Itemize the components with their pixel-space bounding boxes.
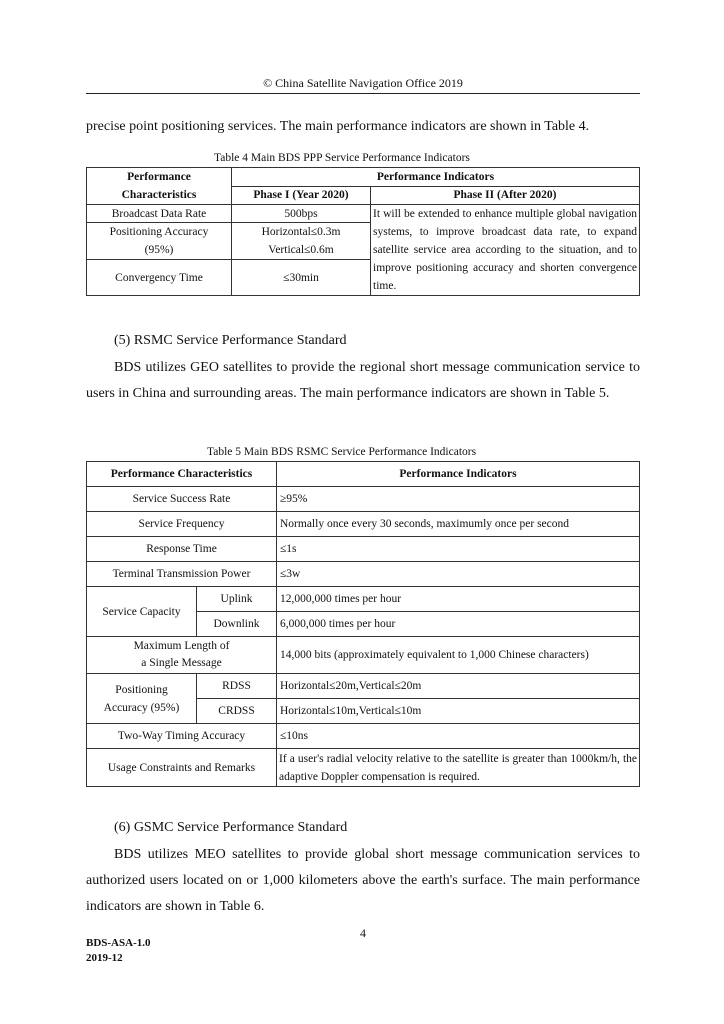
table-row (87, 205, 640, 223)
page-header: © China Satellite Navigation Office 2019 (86, 76, 640, 94)
table-row (87, 462, 640, 487)
table4-accuracy-label (87, 223, 232, 260)
page-number: 4 (360, 926, 366, 940)
table-row (87, 587, 640, 612)
table5-capacity-label: Service Capacity (87, 587, 197, 637)
table5-max-length-line2: a Single Message (141, 657, 222, 669)
table5-power-value: ≤3w (277, 562, 640, 587)
table5-response-value: ≤1s (277, 537, 640, 562)
table5-constraints-value: If a user's radial velocity relative to the satellite is greater than 1000km/h, the adaptive Doppler compensation is required. (277, 749, 640, 787)
table-4 (86, 167, 640, 296)
table5-crdss-label: CRDSS (197, 699, 277, 724)
table5-crdss-value: Horizontal≤10m,Vertical≤10m (277, 699, 640, 724)
table5-pos-accuracy-line1: Positioning (115, 683, 168, 696)
table4-accuracy-horizontal: Horizontal≤0.3m (261, 226, 341, 238)
table5-uplink-label: Uplink (197, 587, 277, 612)
table4-header-phase2: Phase II (After 2020) (371, 186, 640, 205)
table4-convergency-label: Convergency Time (87, 260, 232, 296)
table5-caption: Table 5 Main BDS RSMC Service Performance Indicators (207, 446, 477, 458)
table4-convergency-phase1: ≤30min (232, 260, 371, 296)
table-5 (86, 461, 640, 787)
table5-success-rate-label: Service Success Rate (87, 487, 277, 512)
section6-heading: (6) GSMC Service Performance Standard (114, 820, 348, 835)
table-row (87, 637, 640, 674)
table5-success-rate-value: ≥95% (277, 487, 640, 512)
table-row (87, 487, 640, 512)
section6-body: BDS utilizes MEO satellites to provide global short message communication services to authorized users located on or 1,000 kilometers above the earth's surface. The main performance indicators are shown in Table 6. (86, 847, 640, 914)
table-row (87, 537, 640, 562)
table-row (87, 168, 640, 187)
table5-uplink-value: 12,000,000 times per hour (277, 587, 640, 612)
intro-paragraph: precise point positioning services. The main performance indicators are shown in Table 4. (86, 119, 590, 134)
table-row (87, 512, 640, 537)
table5-frequency-label: Service Frequency (87, 512, 277, 537)
table4-accuracy-label-line1: Positioning Accuracy (109, 226, 209, 238)
table5-power-label: Terminal Transmission Power (87, 562, 277, 587)
table-row (87, 724, 640, 749)
table5-pos-accuracy-line2: Accuracy (95%) (103, 701, 180, 714)
table5-max-length-value: 14,000 bits (approximately equivalent to 1,000 Chinese characters) (277, 637, 640, 674)
footer-date: 2019-12 (86, 952, 123, 964)
table4-header-indicators: Performance Indicators (232, 168, 640, 187)
table5-max-length-label (87, 637, 277, 674)
table5-response-label: Response Time (87, 537, 277, 562)
table5-timing-value: ≤10ns (277, 724, 640, 749)
table-row (87, 674, 640, 699)
table4-caption: Table 4 Main BDS PPP Service Performance Indicators (214, 152, 470, 164)
table5-downlink-label: Downlink (197, 612, 277, 637)
table4-accuracy-label-line2: (95%) (144, 244, 174, 256)
table5-header-indicators: Performance Indicators (277, 462, 640, 487)
table4-broadcast-label: Broadcast Data Rate (87, 205, 232, 223)
table-row (87, 749, 640, 787)
section5-heading: (5) RSMC Service Performance Standard (114, 333, 347, 348)
table4-broadcast-phase1: 500bps (232, 205, 371, 223)
table5-rdss-label: RDSS (197, 674, 277, 699)
table4-header-phase1: Phase I (Year 2020) (232, 186, 371, 205)
table4-accuracy-vertical: Vertical≤0.6m (268, 244, 334, 256)
table4-accuracy-phase1 (232, 223, 371, 260)
table-row (87, 562, 640, 587)
table5-max-length-line1: Maximum Length of (133, 640, 230, 652)
table5-timing-label: Two-Way Timing Accuracy (87, 724, 277, 749)
table5-frequency-value: Normally once every 30 seconds, maximumly once per second (277, 512, 640, 537)
section5-body: BDS utilizes GEO satellites to provide the regional short message communication service to users in China and surrounding areas. The main performance indicators are shown in Table 5. (86, 360, 640, 401)
table5-downlink-value: 6,000,000 times per hour (277, 612, 640, 637)
table5-header-characteristics: Performance Characteristics (87, 462, 277, 487)
table5-pos-accuracy-label (87, 674, 197, 724)
table4-phase2-text: It will be extended to enhance multiple global navigation systems, to improve broadcast data rate, to expand satellite service area according to the situation, and to improve positioning accuracy and shorten convergence time. (371, 205, 640, 296)
table5-rdss-value: Horizontal≤20m,Vertical≤20m (277, 674, 640, 699)
table4-col-header-characteristics: Performance Characteristics (87, 168, 232, 205)
footer-doc-id: BDS-ASA-1.0 (86, 937, 151, 949)
table5-constraints-label: Usage Constraints and Remarks (87, 749, 277, 787)
